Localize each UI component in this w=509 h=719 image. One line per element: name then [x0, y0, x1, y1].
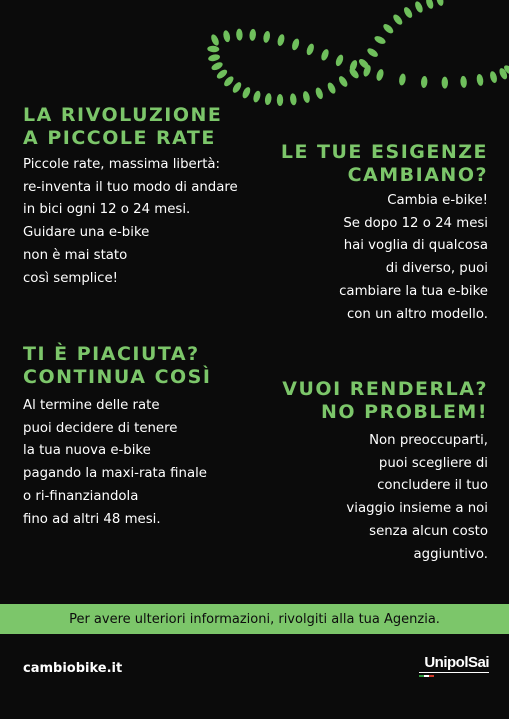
website-link[interactable]: cambiobike.it [23, 661, 123, 676]
section-renderla-heading: VUOI RENDERLA? NO PROBLEM! [282, 378, 488, 423]
info-banner [0, 604, 509, 634]
section-esigenze-heading: LE TUE ESIGENZE CAMBIANO? [280, 141, 488, 186]
info-banner-text: Per avere ulteriori informazioni, rivolgiti alla tua Agenzia. [69, 611, 440, 627]
logo-wordmark: UnipolSai [419, 654, 489, 673]
section-rivoluzione-heading: LA RIVOLUZIONE A PICCOLE RATE [23, 104, 223, 149]
section-esigenze-text: Cambia e-bike! Se dopo 12 o 24 mesi hai voglia di qualcosa di diverso, puoi cambiare la tua e-bike con un altro modello. [339, 193, 488, 322]
green-chain-icon [0, 0, 509, 120]
section-renderla-text: Non preoccuparti, puoi scegliere di concludere il tuo viaggio insieme a noi senza alcun costo aggiuntivo. [346, 433, 488, 562]
unipolsai-logo [419, 654, 489, 682]
section-piaciuta-heading: TI È PIACIUTA? CONTINUA COSÌ [23, 343, 212, 388]
section-piaciuta-text: Al termine delle rate puoi decidere di tenere la tua nuova e-bike pagando la maxi-rata finale o ri-finanziandola fino ad altri 48 mesi. [23, 398, 207, 527]
section-rivoluzione-text: Piccole rate, massima libertà: re-inventa il tuo modo di andare in bici ogni 12 o 24 mesi. Guidare una e-bike non è mai stato così semplice! [23, 157, 238, 286]
logo-flag-stripe [419, 675, 489, 677]
